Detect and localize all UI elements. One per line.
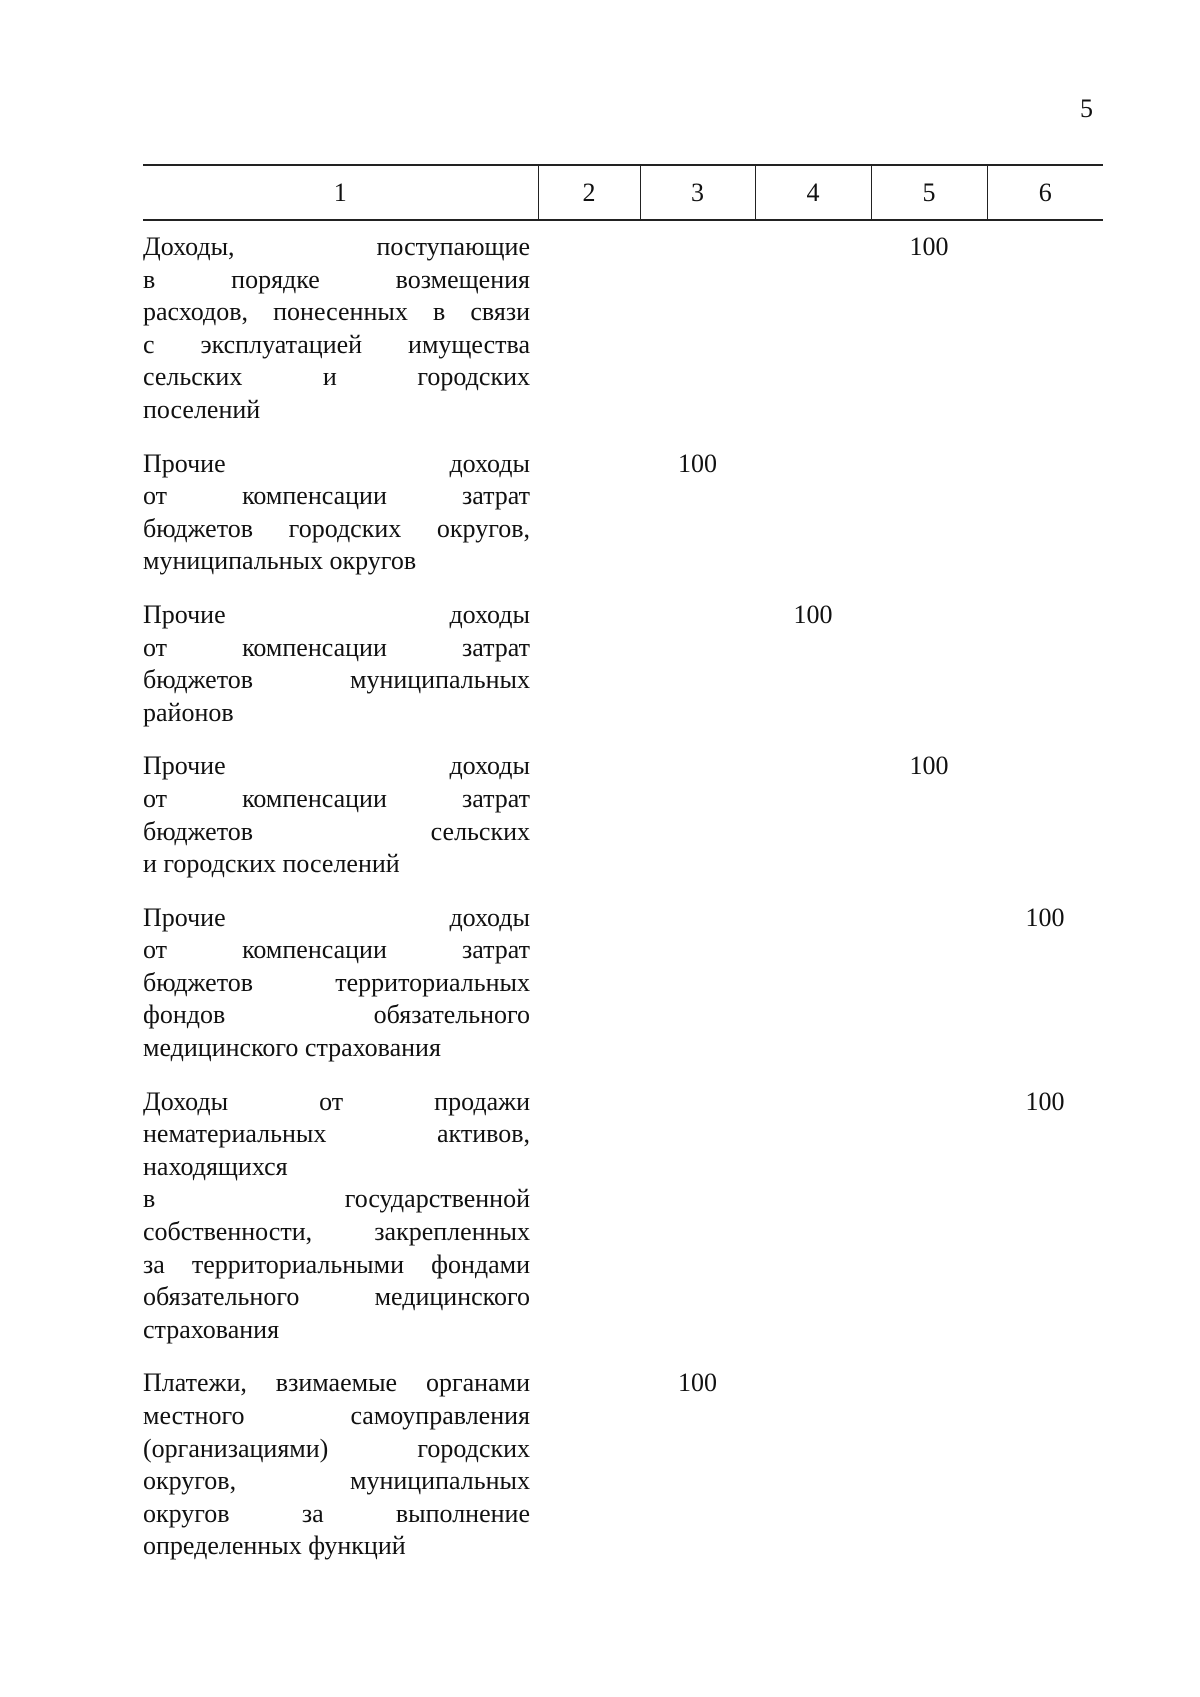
row-value-col2	[538, 1346, 640, 1563]
description-line: Платежи, взимаемые органами	[143, 1368, 530, 1398]
description-line: округов, муниципальных	[143, 1466, 530, 1496]
row-value-col3: 100	[678, 1368, 717, 1398]
row-value-col4: 100	[793, 599, 833, 629]
header-col-6: 6	[987, 165, 1103, 220]
row-value-col6	[987, 1346, 1103, 1563]
row-value-col2	[538, 427, 640, 578]
description-line: фондов обязательного	[143, 1000, 530, 1030]
table-row	[143, 881, 1103, 1065]
row-value-col5: 100	[909, 232, 949, 261]
header-row	[143, 165, 1103, 220]
header-col-2: 2	[538, 165, 640, 220]
row-description	[143, 881, 538, 1065]
description-line: от компенсации затрат	[143, 783, 530, 813]
row-value-col3: 100	[678, 448, 717, 478]
row-value-col2	[538, 729, 640, 880]
row-value-col4	[755, 220, 871, 427]
description-line: собственности, закрепленных	[143, 1217, 530, 1247]
description-line: сельских и городских	[143, 362, 530, 392]
row-value-col3	[640, 1065, 755, 1347]
description-line: расходов, понесенных в связи	[143, 297, 530, 327]
table-header	[143, 165, 1103, 220]
row-value-col4	[755, 427, 871, 578]
row-value-col6	[987, 729, 1103, 880]
description-line: поселений	[143, 394, 261, 424]
description-line: находящихся	[143, 1151, 288, 1181]
row-description	[143, 220, 538, 427]
row-value-col6: 100	[1025, 902, 1065, 932]
row-value-col5	[871, 1346, 987, 1563]
table-row	[143, 1065, 1103, 1347]
description-line: Прочие доходы	[143, 448, 530, 478]
row-description	[143, 1346, 538, 1563]
row-value-col6	[987, 427, 1103, 578]
row-value-col6	[987, 578, 1103, 729]
description-line: от компенсации затрат	[143, 632, 530, 662]
row-value-col3	[640, 220, 755, 427]
description-line: от компенсации затрат	[143, 481, 530, 511]
row-value-col5	[871, 1065, 987, 1347]
header-col-4: 4	[755, 165, 871, 220]
table-row	[143, 220, 1103, 427]
header-col-5: 5	[871, 165, 987, 220]
row-value-col2	[538, 578, 640, 729]
description-line: Доходы, поступающие	[143, 232, 530, 261]
description-line: бюджетов муниципальных	[143, 665, 530, 695]
description-line: страхования	[143, 1314, 280, 1344]
description-line: бюджетов сельских	[143, 816, 530, 846]
header-col-3: 3	[640, 165, 755, 220]
table-row	[143, 729, 1103, 880]
description-line: бюджетов городских округов,	[143, 513, 530, 543]
table-row	[143, 427, 1103, 578]
description-line: (организациями) городских	[143, 1433, 530, 1463]
row-value-col2	[538, 1065, 640, 1347]
row-value-col5: 100	[909, 751, 949, 781]
description-line: и городских поселений	[143, 849, 400, 879]
description-line: обязательного медицинского	[143, 1282, 530, 1312]
revenue-distribution-table	[143, 164, 1103, 1563]
description-line: муниципальных округов	[143, 546, 417, 576]
header-col-1: 1	[143, 165, 538, 220]
row-value-col6: 100	[1025, 1086, 1065, 1116]
description-line: с эксплуатацией имущества	[143, 329, 530, 359]
description-line: Доходы от продажи	[143, 1086, 530, 1116]
row-value-col4	[755, 1065, 871, 1347]
table-body	[143, 220, 1103, 1563]
description-line: в порядке возмещения	[143, 264, 530, 294]
description-line: за территориальными фондами	[143, 1249, 530, 1279]
row-value-col4	[755, 1346, 871, 1563]
description-line: медицинского страхования	[143, 1033, 441, 1063]
row-value-col2	[538, 220, 640, 427]
row-value-col2	[538, 881, 640, 1065]
description-line: определенных функций	[143, 1531, 406, 1561]
description-line: в государственной	[143, 1184, 530, 1214]
description-line: от компенсации затрат	[143, 935, 530, 965]
row-value-col3	[640, 578, 755, 729]
description-line: местного самоуправления	[143, 1401, 530, 1430]
description-line: нематериальных активов,	[143, 1119, 530, 1149]
table-row	[143, 1346, 1103, 1563]
description-line: бюджетов территориальных	[143, 967, 530, 997]
row-description	[143, 1065, 538, 1347]
description-line: Прочие доходы	[143, 599, 530, 629]
description-line: Прочие доходы	[143, 902, 530, 932]
page-number: 5	[1080, 94, 1093, 123]
row-value-col3	[640, 881, 755, 1065]
description-line: районов	[143, 697, 234, 727]
row-description	[143, 578, 538, 729]
row-value-col5	[871, 578, 987, 729]
row-value-col6	[987, 220, 1103, 427]
row-value-col5	[871, 881, 987, 1065]
row-value-col4	[755, 729, 871, 880]
description-line: Прочие доходы	[143, 751, 530, 781]
row-value-col5	[871, 427, 987, 578]
row-description	[143, 729, 538, 880]
row-value-col3	[640, 729, 755, 880]
row-value-col4	[755, 881, 871, 1065]
table-row	[143, 578, 1103, 729]
row-description	[143, 427, 538, 578]
description-line: округов за выполнение	[143, 1498, 530, 1528]
